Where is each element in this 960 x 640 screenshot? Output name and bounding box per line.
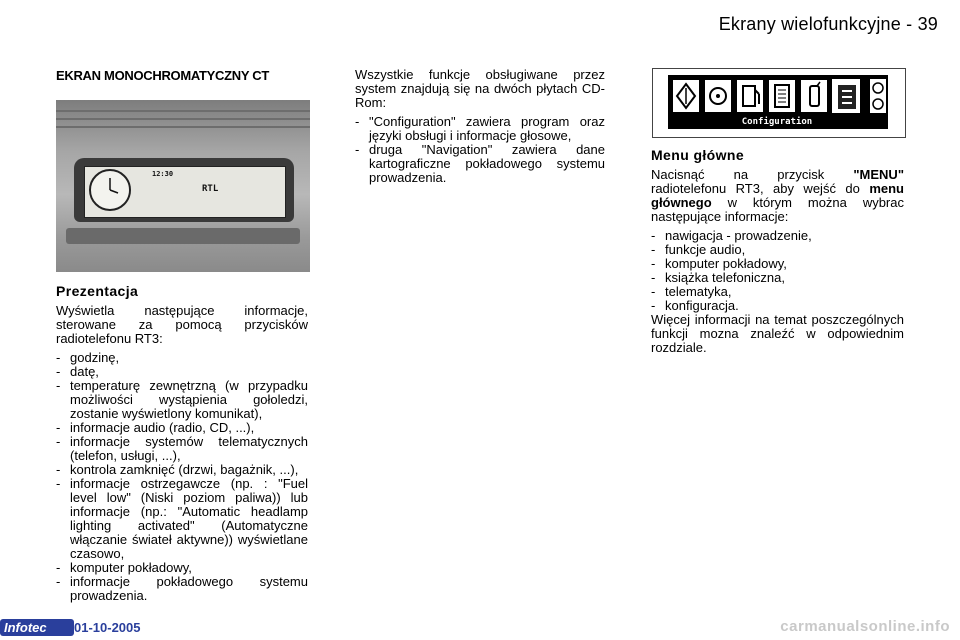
menu-screen-image: [652, 68, 906, 138]
list-item: - godzinę,: [56, 351, 308, 365]
telematics-icon: [800, 79, 828, 113]
list-item: - datę,: [56, 365, 308, 379]
list-item: - telematyka,: [651, 285, 904, 299]
lcd-time: 12:30: [152, 170, 174, 178]
list-item: - informacje audio (radio, CD, ...),: [56, 421, 308, 435]
middle-intro: Wszystkie funkcje obsługiwane przez system znajdują się na dwóch płytach CD-Rom:: [355, 67, 605, 110]
section-title: EKRAN MONOCHROMATYCZNY CT: [56, 68, 270, 83]
list-item: - komputer pokładowy,: [651, 257, 904, 271]
list-item: - temperaturę zewnętrzną (w przypadku możliwości wystąpienia gołoledzi, zostanie wyświetlony komunikat),: [56, 379, 308, 421]
list-item: - informacje ostrzegawcze (np. : "Fuel level low" (Niski poziom paliwa)) lub informacje (np.: "Automatic headlamp lighting activated" (Automatyczne włączanie świateł aktywne)) wyświetlane czasowo,: [56, 477, 308, 561]
list-item: - funkcje audio,: [651, 243, 904, 257]
analog-clock-icon: [89, 169, 131, 211]
subheading-prezentacja: Prezentacja: [56, 283, 139, 299]
list-item: - kontrola zamknięć (drzwi, bagażnik, ...),: [56, 463, 308, 477]
menu-side-indicator: [870, 79, 886, 113]
trip-computer-icon: [736, 79, 764, 113]
footer-date: 01-10-2005: [74, 620, 141, 635]
intro-text: radiotelefonu RT3, aby wejść do: [651, 181, 860, 196]
audio-icon: [704, 79, 732, 113]
navigation-icon: [672, 79, 700, 113]
list-item: - "Configuration" zawiera program oraz języki obsługi i informacje głosowe,: [355, 115, 605, 143]
watermark: carmanualsonline.info: [780, 618, 950, 635]
lcd-radio: RTL: [202, 184, 219, 194]
list-item: - nawigacja - prowadzenie,: [651, 229, 904, 243]
right-list: [651, 229, 904, 313]
list-item: - konfiguracja.: [651, 299, 904, 313]
list-item: - informacje pokładowego systemu prowadzenia.: [56, 575, 308, 603]
list-item: - książka telefoniczna,: [651, 271, 904, 285]
list-item: - druga "Navigation" zawiera dane kartograficzne pokładowego systemu prowadzenia.: [355, 143, 605, 185]
intro-text: Nacisnąć na przycisk: [651, 167, 825, 182]
phonebook-icon: [768, 79, 796, 113]
page-title: Ekrany wielofunkcyjne - 39: [718, 14, 938, 34]
left-intro: Wyświetla następujące informacje, sterowane za pomocą przycisków radiotelefonu RT3:: [56, 303, 308, 346]
right-outro: Więcej informacji na temat poszczególnych funkcji mozna znaleźć w odpowiednim rozdziale.: [651, 312, 904, 355]
list-item: - informacje systemów telematycznych (telefon, usługi, ...),: [56, 435, 308, 463]
menu-bar-label: Configuration: [741, 117, 813, 127]
intro-text: w którym można wybrac następujące informacje:: [651, 195, 904, 224]
middle-list: [355, 115, 605, 185]
dashboard-photo: [56, 100, 310, 272]
right-intro: [651, 168, 904, 224]
main-menu-label: menu głównego: [651, 181, 904, 210]
left-list: [56, 351, 308, 603]
infotec-logo: Infotec: [0, 619, 74, 636]
configuration-icon: [832, 79, 860, 113]
list-item: - komputer pokładowy,: [56, 561, 308, 575]
subheading-menu-glowne: Menu główne: [651, 147, 745, 163]
menu-button-label: "MENU": [853, 167, 904, 182]
